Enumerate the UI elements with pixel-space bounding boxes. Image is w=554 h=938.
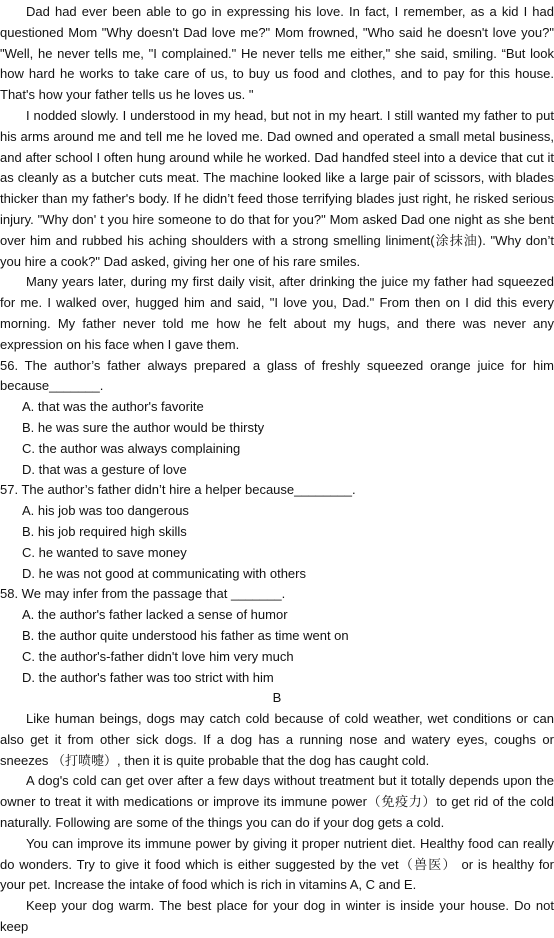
passage-a-paragraph-3: Many years later, during my first daily visit, after drinking the juice my father had squeezed for me. I walked over, hugged him and said, "I love you, Dad." From then on I did this every morning. My father never told me how he felt about my hugs, and there was never any expression on his face when I gave them. xyxy=(0,274,554,352)
section-b-paragraph-1: Like human beings, dogs may catch cold because of cold weather, wet conditions or can also get it from other sick dogs. If a dog has a running nose and watery eyes, coughs or sneezes （打喷嚏）, then it is quite probable that the dog has caught cold. xyxy=(0,711,554,768)
question-56-option-a: A. that was the author's favorite xyxy=(22,399,204,415)
question-57-option-d: D. he was not good at communicating with others xyxy=(22,565,306,581)
section-b-paragraph-2: A dog's cold can get over after a few days without treatment but it totally depends upon the owner to treat it with medications or improve its immune power（免疫力）to get rid of the cold naturally. Following are some of the things you can do if your dog gets a cold. xyxy=(0,773,554,831)
passage-a-paragraph-1: Dad had ever been able to go in expressing his love. In fact, I remember, as a kid I had questioned Mom "Why doesn't Dad love me?" Mom frowned, "Who said he doesn't love you?" "Well, he never tells me, "I complained." He never tells me either," she said, smiling. “But look how hard he works to take care of us, to buy us food and clothes, and to pay for this house. That's how your father tells us he loves us. " xyxy=(0,4,554,103)
question-57-option-b: B. his job required high skills xyxy=(22,523,187,539)
section-b-paragraph-3: You can improve its immune power by giving it proper nutrient diet. Healthy food can really do wonders. Try to give it food which is either suggested by the vet（兽医） or is healthy for your pet. Increase the intake of food which is rich in vitamins A, C and E. xyxy=(0,835,554,893)
question-58-stem: 58. We may infer from the passage that _______. xyxy=(0,586,286,602)
question-56-stem: 56. The author’s father always prepared a glass of freshly squeezed orange juice for him because_______. xyxy=(0,357,554,394)
question-57 xyxy=(0,480,554,584)
section-b-paragraph-4: Keep your dog warm. The best place for your dog in winter is inside your house. Do not keep xyxy=(0,898,554,935)
question-58-option-a: A. the author's father lacked a sense of humor xyxy=(22,607,288,623)
question-57-option-c: C. he wanted to save money xyxy=(22,544,187,560)
question-57-stem: 57. The author’s father didn’t hire a helper because________. xyxy=(0,482,356,498)
question-56-option-c: C. the author was always complaining xyxy=(22,440,241,456)
question-58-option-b: B. the author quite understood his father as time went on xyxy=(22,627,349,643)
question-57-option-a: A. his job was too dangerous xyxy=(22,503,189,519)
question-58 xyxy=(0,584,554,688)
question-58-option-c: C. the author's-father didn't love him very much xyxy=(22,648,294,664)
passage-a-paragraph-2: I nodded slowly. I understood in my head, but not in my heart. I still wanted my father to put his arms around me and tell me he loved me. Dad owned and operated a small metal business, and after school I often hung around while he worked. Dad handfed steel into a device that cut it as cleanly as a butcher cuts meat. The machine looked like a large pair of scissors, with blades thicker than my father's body. If he didn’t feed those terrifying blades just right, he risked serious injury. "Why don' t you hire someone to do that for you?" Mom asked Dad one night as she bent over him and rubbed his aching shoulders with a strong smelling liniment(涂抹油). "Why don’t you hire a cook?" Dad asked, giving her one of his rare smiles. xyxy=(0,107,554,269)
section-b-heading: B xyxy=(272,690,282,706)
question-58-option-d: D. the author's father was too strict with him xyxy=(22,669,274,685)
question-56 xyxy=(0,356,554,481)
question-56-option-d: D. that was a gesture of love xyxy=(22,461,187,477)
question-56-option-b: B. he was sure the author would be thirsty xyxy=(22,419,265,435)
